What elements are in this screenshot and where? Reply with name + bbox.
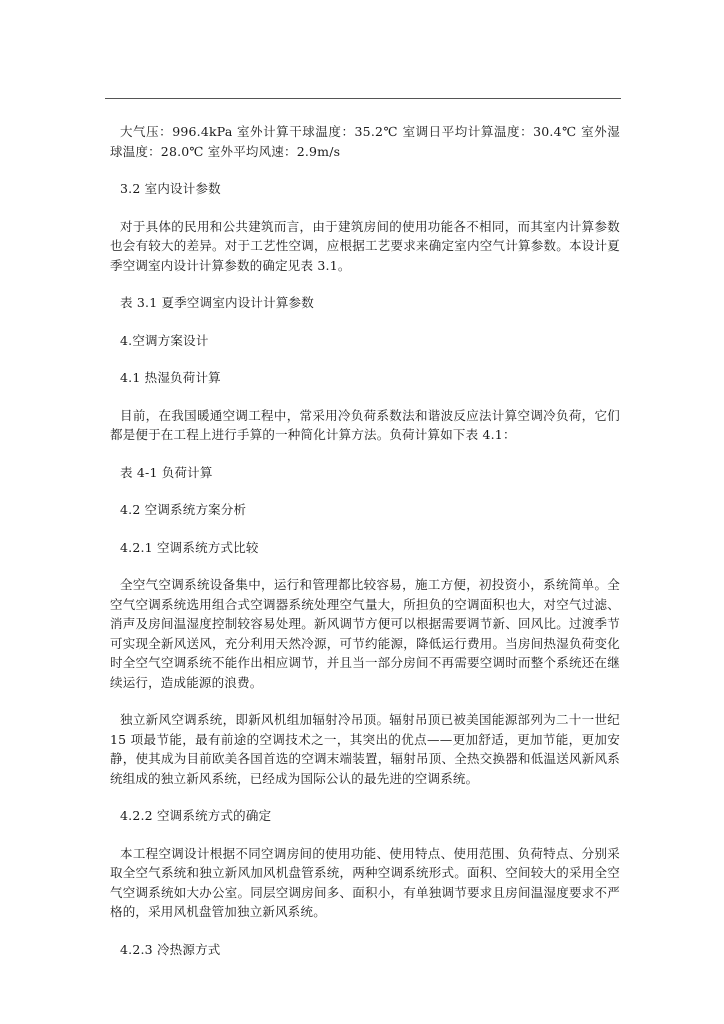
paragraph-outdoor-parameters: 大气压：996.4kPa 室外计算干球温度：35.2℃ 室调日平均计算温度：30.4℃ 室外湿球温度：28.0℃ 室外平均风速：2.9m/s (110, 124, 620, 159)
heading-4-2-3: 4.2.3 冷热源方式 (120, 941, 221, 957)
heading-4-1: 4.1 热湿负荷计算 (120, 370, 221, 385)
paragraph-system-determination: 本工程空调设计根据不同空调房间的使用功能、使用特点、使用范围、负荷特点、分别采取全空气系统和独立新风加风机盘管系统，两种空调系统形式。面积、空间较大的采用全空气空调系统如大办公室。同层空调房间多、面积小，有单独调节要求且房间温湿度要求不严格的，采用风机盘管加独立新风系统。 (110, 845, 620, 919)
paragraph-load-calculation: 目前，在我国暖通空调工程中，常采用冷负荷系数法和谐波反应法计算空调冷负荷，它们都是便于在工程上进行手算的一种简化计算方法。负荷计算如下表 4.1： (110, 407, 620, 442)
heading-3-2: 3.2 室内设计参数 (120, 181, 221, 196)
table-caption-3-1: 表 3.1 夏季空调室内设计计算参数 (120, 295, 314, 310)
heading-4-2: 4.2 空调系统方案分析 (120, 502, 247, 517)
header-rule (105, 98, 621, 99)
heading-4-2-1: 4.2.1 空调系统方式比较 (120, 539, 259, 555)
paragraph-fresh-air-system: 独立新风空调系统，即新风机组加辐射冷吊顶。辐射吊顶已被美国能源部列为二十一世纪 15 项最节能，最有前途的空调技术之一，其突出的优点——更加舒适，更加节能，更加安静，使其成为目前欧美各国首选的空调末端装置，辐射吊顶、全热交换器和低温送风新风系统组成的独立新风系统，已经成为国际公认的最先进的空调系统。 (110, 712, 620, 786)
heading-4-2-2: 4.2.2 空调系统方式的确定 (120, 808, 272, 823)
heading-4: 4.空调方案设计 (120, 332, 209, 348)
table-caption-4-1: 表 4-1 负荷计算 (120, 464, 213, 480)
paragraph-all-air-system: 全空气空调系统设备集中，运行和管理都比较容易，施工方便，初投资小，系统简单。全空气空调系统选用组合式空调器系统处理空气量大，所担负的空调面积也大，对空气过滤、消声及房间温湿度控制较容易处理。新风调节方便可以根据需要调节新、回风比。过渡季节可实现全新风送风，充分利用天然冷源，可节约能源，降低运行费用。当房间热湿负荷变化时全空气空调系统不能作出相应调节，并且当一部分房间不再需要空调时而整个系统还在继续运行，造成能源的浪费。 (110, 577, 620, 690)
paragraph-indoor-parameters: 对于具体的民用和公共建筑而言，由于建筑房间的使用功能各不相同，而其室内计算参数也会有较大的差异。对于工艺性空调，应根据工艺要求来确定室内空气计算参数。本设计夏季空调室内设计计算参数的确定见表 3.1。 (110, 218, 620, 273)
document-body (110, 122, 620, 959)
